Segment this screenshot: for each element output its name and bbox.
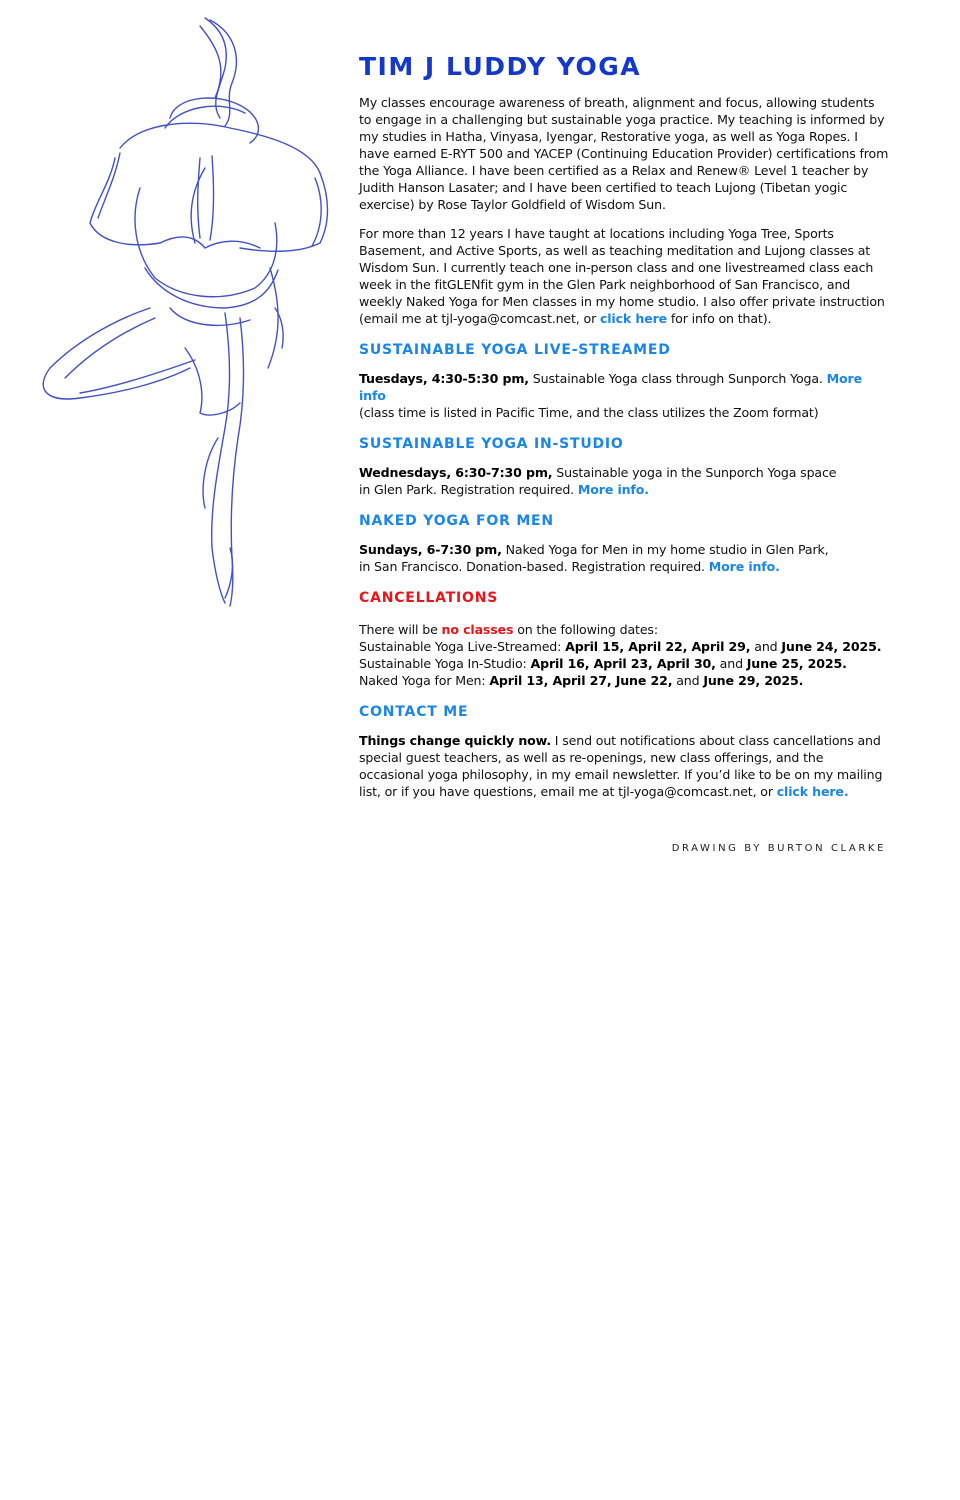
contact-lead: Things change quickly now.	[359, 733, 551, 748]
livestream-heading: SUSTAINABLE YOGA LIVE-STREAMED	[359, 342, 671, 358]
yoga-sketch-drawing	[20, 8, 340, 608]
cancellation-label: Naked Yoga for Men:	[359, 673, 490, 688]
drawing-credit: DRAWING BY BURTON CLARKE	[671, 843, 886, 854]
livestream-more-info-link[interactable]: More info	[359, 371, 862, 403]
instudio-time: Wednesdays, 6:30-7:30 pm,	[359, 465, 553, 480]
cancellation-row	[359, 673, 803, 688]
intro-paragraph-1: My classes encourage awareness of breath, alignment and focus, allowing students to engage in a challenging but sustainable yoga practice. My teaching is informed by my studies in Hatha, Vinyasa, Iyengar, Restorative yoga, as well as Yoga Ropes. I have earned E-RYT 500 and YACEP (Continuing Education Provider) certifications from the Yoga Alliance. I have been certified as a Relax and Renew® Level 1 teacher by Judith Hanson Lasater; and I have been certified to teach Lujong (Tibetan yogic exercise) by Rose Taylor Goldfield of Wisdom Sun.	[359, 95, 889, 212]
cancellation-row	[359, 656, 847, 671]
cancellation-and: and	[672, 673, 704, 688]
contact-click-here-link[interactable]: click here.	[776, 784, 849, 799]
intro-paragraph-2-text: For more than 12 years I have taught at locations including Yoga Tree, Sports Basement, and Active Sports, as well as teaching meditation and Lujong classes at Wisdom Sun. I currently teach one in-person class and one livestreamed class each week in the fitGLENfit gym in the Glen Park neighborhood of San Francisco, and weekly Naked Yoga for Men classes in my home studio. I also offer private instruction (email me at tjl-yoga@comcast.net, or	[359, 226, 885, 326]
contact-heading: CONTACT ME	[359, 704, 469, 720]
cancellation-last-date: June 25, 2025.	[746, 656, 847, 671]
cancellation-last-date: June 29, 2025.	[703, 673, 804, 688]
naked-yoga-text-2: in San Francisco. Donation-based. Registration required.	[359, 559, 709, 574]
naked-yoga-text: Naked Yoga for Men in my home studio in Glen Park,	[501, 542, 829, 557]
cancellation-last-date: June 24, 2025.	[781, 639, 882, 654]
naked-yoga-time: Sundays, 6-7:30 pm,	[359, 542, 502, 557]
page-title: TIM J LUDDY YOGA	[359, 52, 642, 81]
livestream-note: (class time is listed in Pacific Time, and the class utilizes the Zoom format)	[359, 405, 819, 420]
livestream-text: Sustainable Yoga class through Sunporch Yoga.	[528, 371, 827, 386]
cancellation-and: and	[750, 639, 782, 654]
instudio-more-info-link[interactable]: More info.	[577, 482, 649, 497]
naked-yoga-more-info-link[interactable]: More info.	[708, 559, 780, 574]
cancellations-intro-end: on the following dates:	[513, 622, 658, 637]
cancellations-intro: There will be	[359, 622, 442, 637]
contact-text: I send out notifications about class cancellations and special guest teachers, as well as re-openings, new class offerings, and the occasional yoga philosophy, in my email newsletter. If you’d like to be on my mailing list, or if you have questions, email me at tjl-yoga@comcast.net, or	[359, 733, 883, 799]
cancellation-label: Sustainable Yoga In-Studio:	[359, 656, 531, 671]
naked-yoga-description	[359, 541, 889, 575]
cancellations-heading: CANCELLATIONS	[359, 590, 499, 606]
cancellations-list	[359, 621, 889, 689]
cancellation-and: and	[715, 656, 747, 671]
instudio-text-2: in Glen Park. Registration required.	[359, 482, 578, 497]
cancellation-dates: April 13, April 27, June 22,	[489, 673, 673, 688]
instudio-description	[359, 464, 889, 498]
naked-yoga-heading: NAKED YOGA FOR MEN	[359, 513, 554, 529]
cancellation-row	[359, 639, 881, 654]
main-content	[359, 52, 889, 800]
intro-paragraph-2-end: for info on that).	[667, 311, 772, 326]
intro-paragraph-2	[359, 225, 889, 327]
cancellation-label: Sustainable Yoga Live-Streamed:	[359, 639, 566, 654]
livestream-time: Tuesdays, 4:30-5:30 pm,	[359, 371, 529, 386]
contact-description	[359, 732, 889, 800]
instudio-heading: SUSTAINABLE YOGA IN-STUDIO	[359, 436, 624, 452]
instudio-text: Sustainable yoga in the Sunporch Yoga space	[552, 465, 837, 480]
cancellation-dates: April 16, April 23, April 30,	[530, 656, 716, 671]
no-classes-highlight: no classes	[441, 622, 514, 637]
cancellation-dates: April 15, April 22, April 29,	[565, 639, 751, 654]
private-instruction-link[interactable]: click here	[599, 311, 668, 326]
livestream-description	[359, 370, 889, 421]
